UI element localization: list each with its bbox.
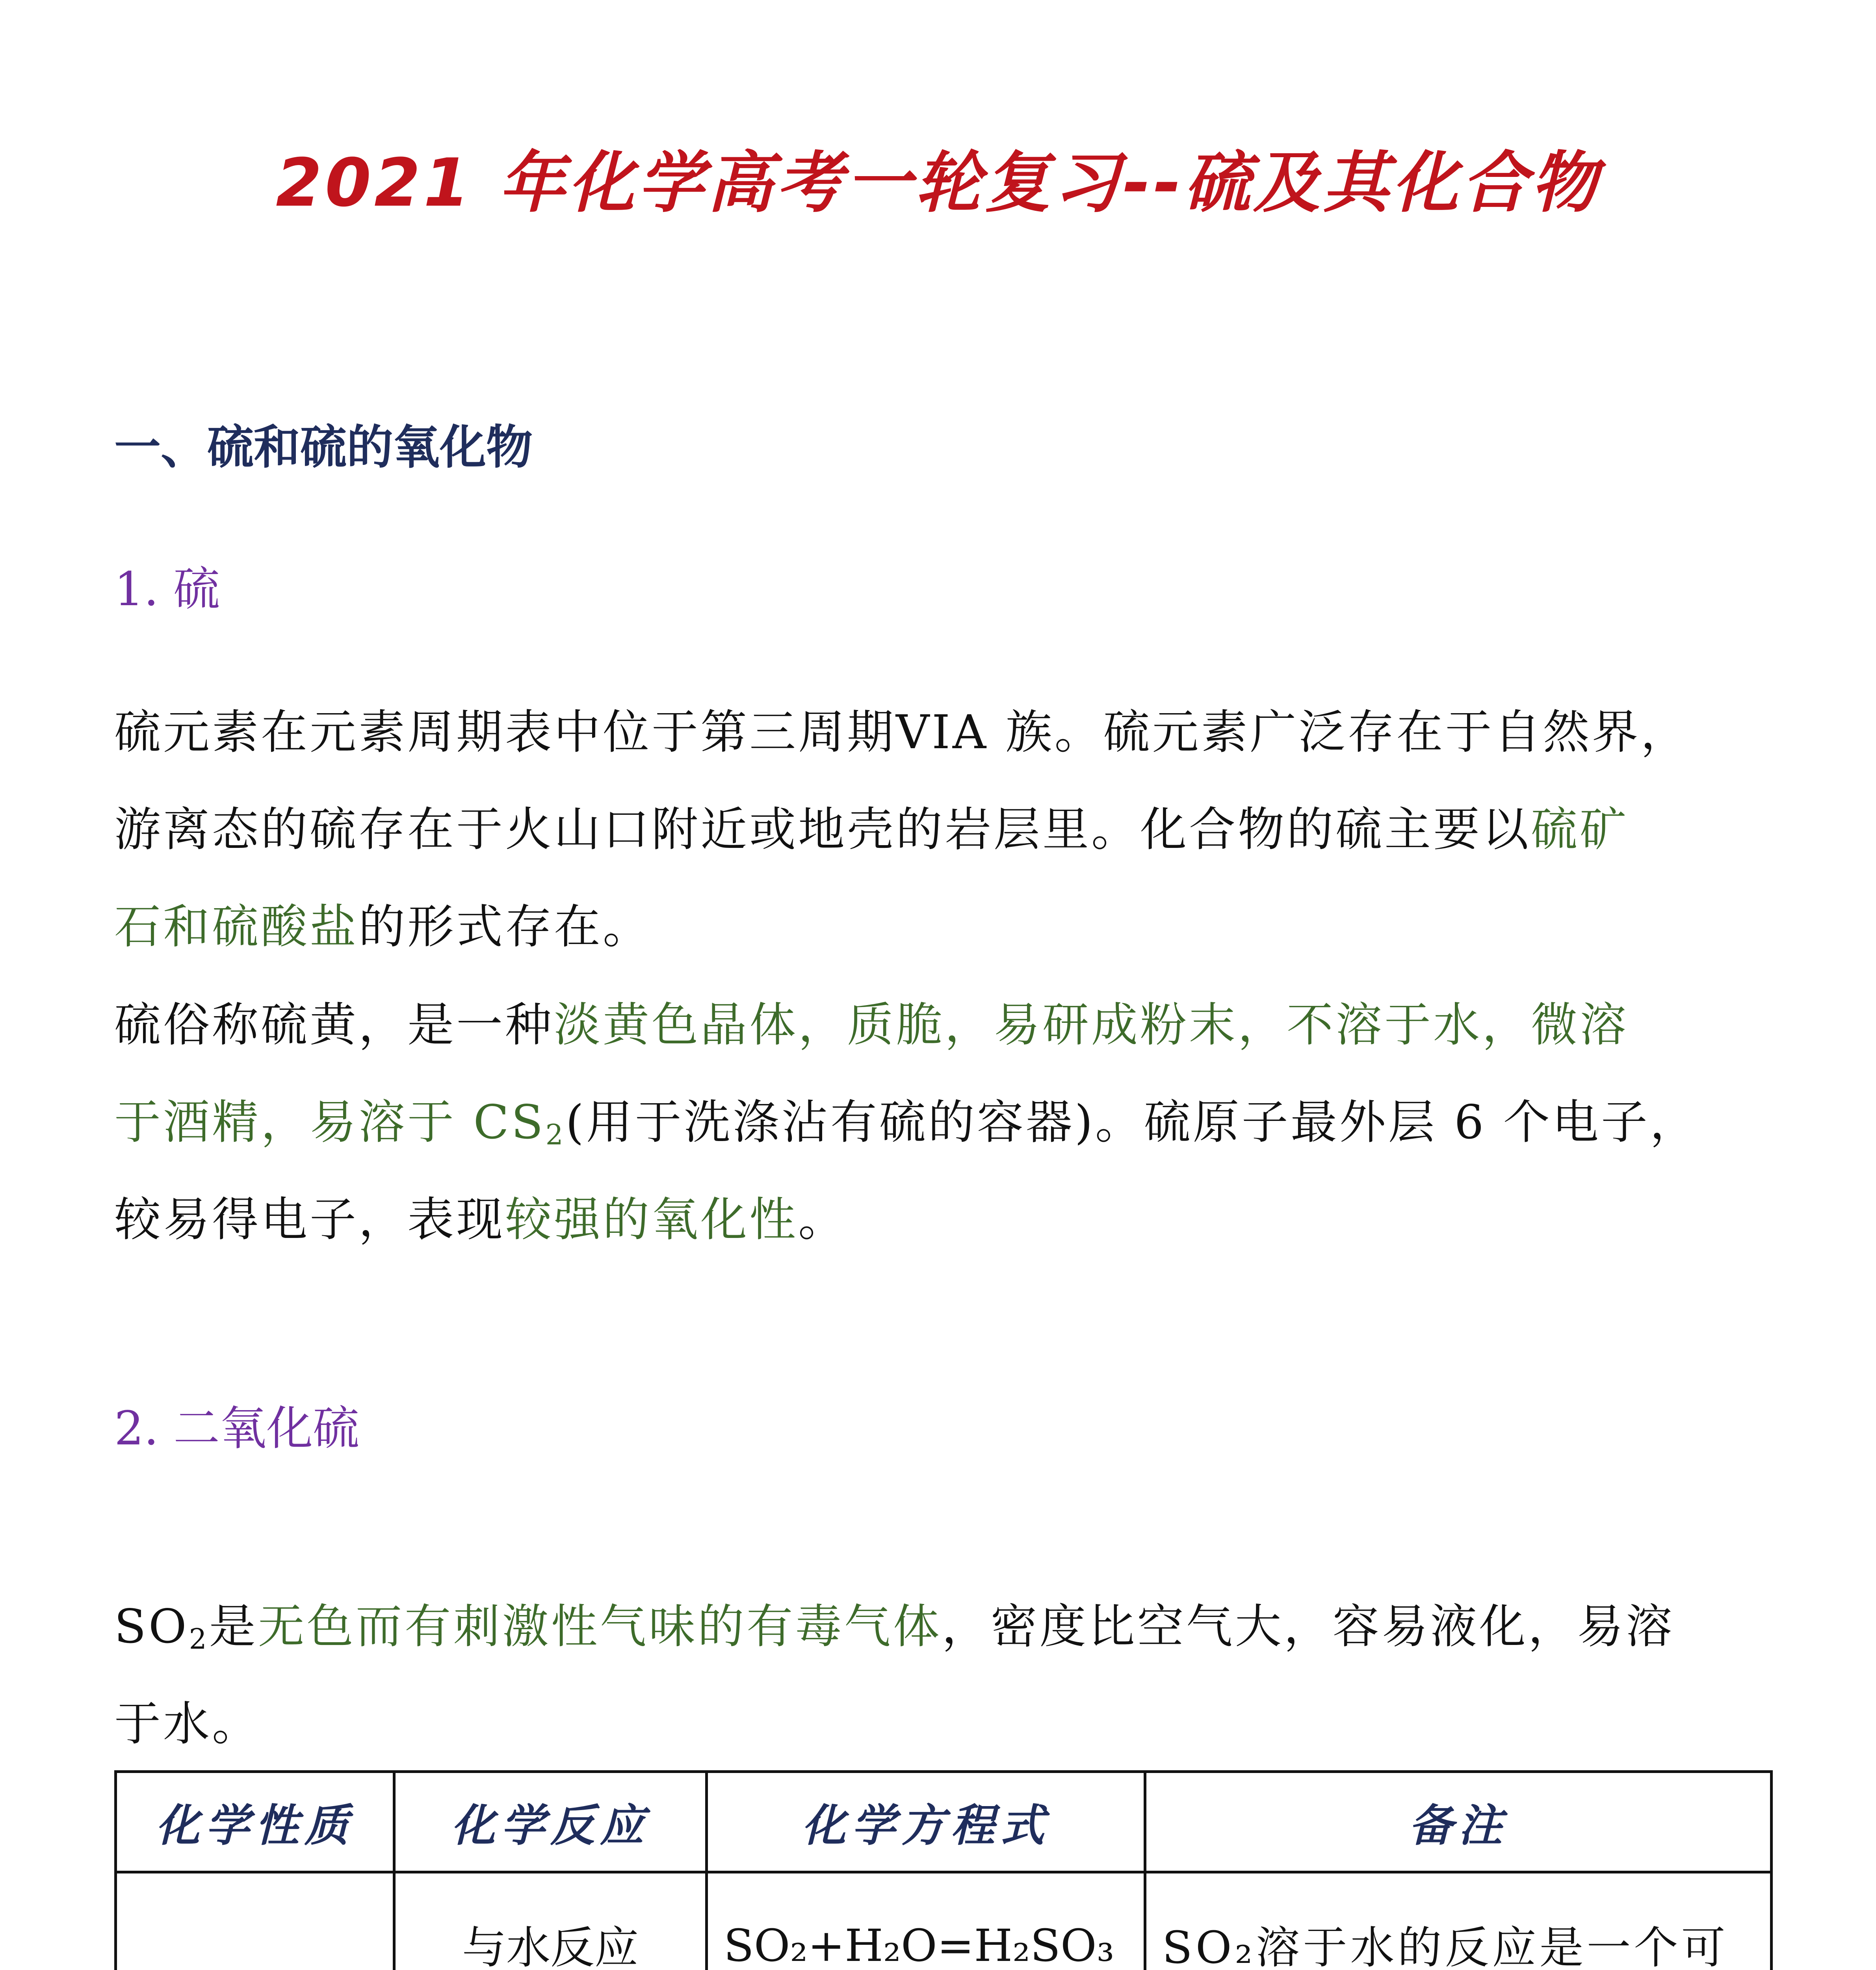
- text-line: [114, 1171, 1769, 1268]
- highlight-text: 淡黄色晶体，质脆，易研成粉末，不溶于水，微溶: [554, 998, 1629, 1052]
- table-row: [116, 1872, 1772, 1970]
- text-run: 的形式存在。: [358, 900, 652, 954]
- note-cell: SO₂溶于水的反应是一个可: [1145, 1872, 1772, 1970]
- equation-cell: SO₂+H₂O=H₂SO₃: [707, 1872, 1145, 1970]
- text-line: [114, 1074, 1769, 1171]
- highlight-text: [114, 1095, 566, 1149]
- subheading-sulfur-dioxide: 2. 二氧化硫: [114, 1401, 360, 1455]
- subheading-sulfur: 1. 硫: [114, 562, 220, 616]
- property-cell: [116, 1872, 394, 1970]
- highlight-text: 硫矿: [1531, 802, 1629, 857]
- text-run: 游离态的硫存在于火山口附近或地壳的岩层里。化合物的硫主要以: [114, 802, 1531, 857]
- text-run: ，密度比空气大，容易液化，易溶: [942, 1599, 1675, 1654]
- column-header: 化学方程式: [707, 1772, 1145, 1872]
- text-line: [114, 976, 1769, 1074]
- page-title: 2021 年化学高考一轮复习--硫及其化合物: [276, 144, 1600, 221]
- highlight-text: 较强的氧化性: [505, 1192, 799, 1247]
- column-header: 化学性质: [116, 1772, 394, 1872]
- text-run: 是: [209, 1599, 258, 1654]
- column-header: 化学反应: [394, 1772, 707, 1872]
- section-heading: 一、硫和硫的氧化物: [114, 420, 533, 474]
- highlight-text: 石和硫酸盐: [114, 900, 359, 954]
- text-line: [114, 1578, 1769, 1675]
- text-run: 较易得电子，表现: [114, 1192, 505, 1247]
- text-run: SO: [114, 1599, 189, 1654]
- so2-properties-table: [114, 1770, 1773, 1970]
- text-line: [114, 781, 1769, 878]
- subscript: 2: [545, 1118, 566, 1151]
- text-run: 硫元素在元素周期表中位于第三周期VIA 族。硫元素广泛存在于自然界，: [114, 705, 1690, 759]
- subscript: 2: [189, 1622, 209, 1656]
- text-run: 硫俗称硫黄，是一种: [114, 998, 554, 1052]
- text-run: 于水。: [114, 1697, 261, 1751]
- paragraph-sulfur-properties: [114, 976, 1769, 1268]
- text-run: 。: [798, 1192, 847, 1247]
- text-line: [114, 684, 1769, 781]
- paragraph-so2: [114, 1578, 1769, 1773]
- reaction-cell: 与水反应: [394, 1872, 707, 1970]
- text-run: (用于洗涤沾有硫的容器)。硫原子最外层 6 个电子，: [565, 1095, 1699, 1149]
- text-run: 于酒精，易溶于 CS: [114, 1095, 546, 1149]
- column-header: 备注: [1145, 1772, 1772, 1872]
- highlight-text: 无色而有刺激性气味的有毒气体: [258, 1599, 942, 1654]
- table-header-row: [116, 1772, 1772, 1872]
- paragraph-sulfur-occurrence: [114, 684, 1769, 976]
- text-line: [114, 1675, 1769, 1773]
- text-line: [114, 878, 1769, 976]
